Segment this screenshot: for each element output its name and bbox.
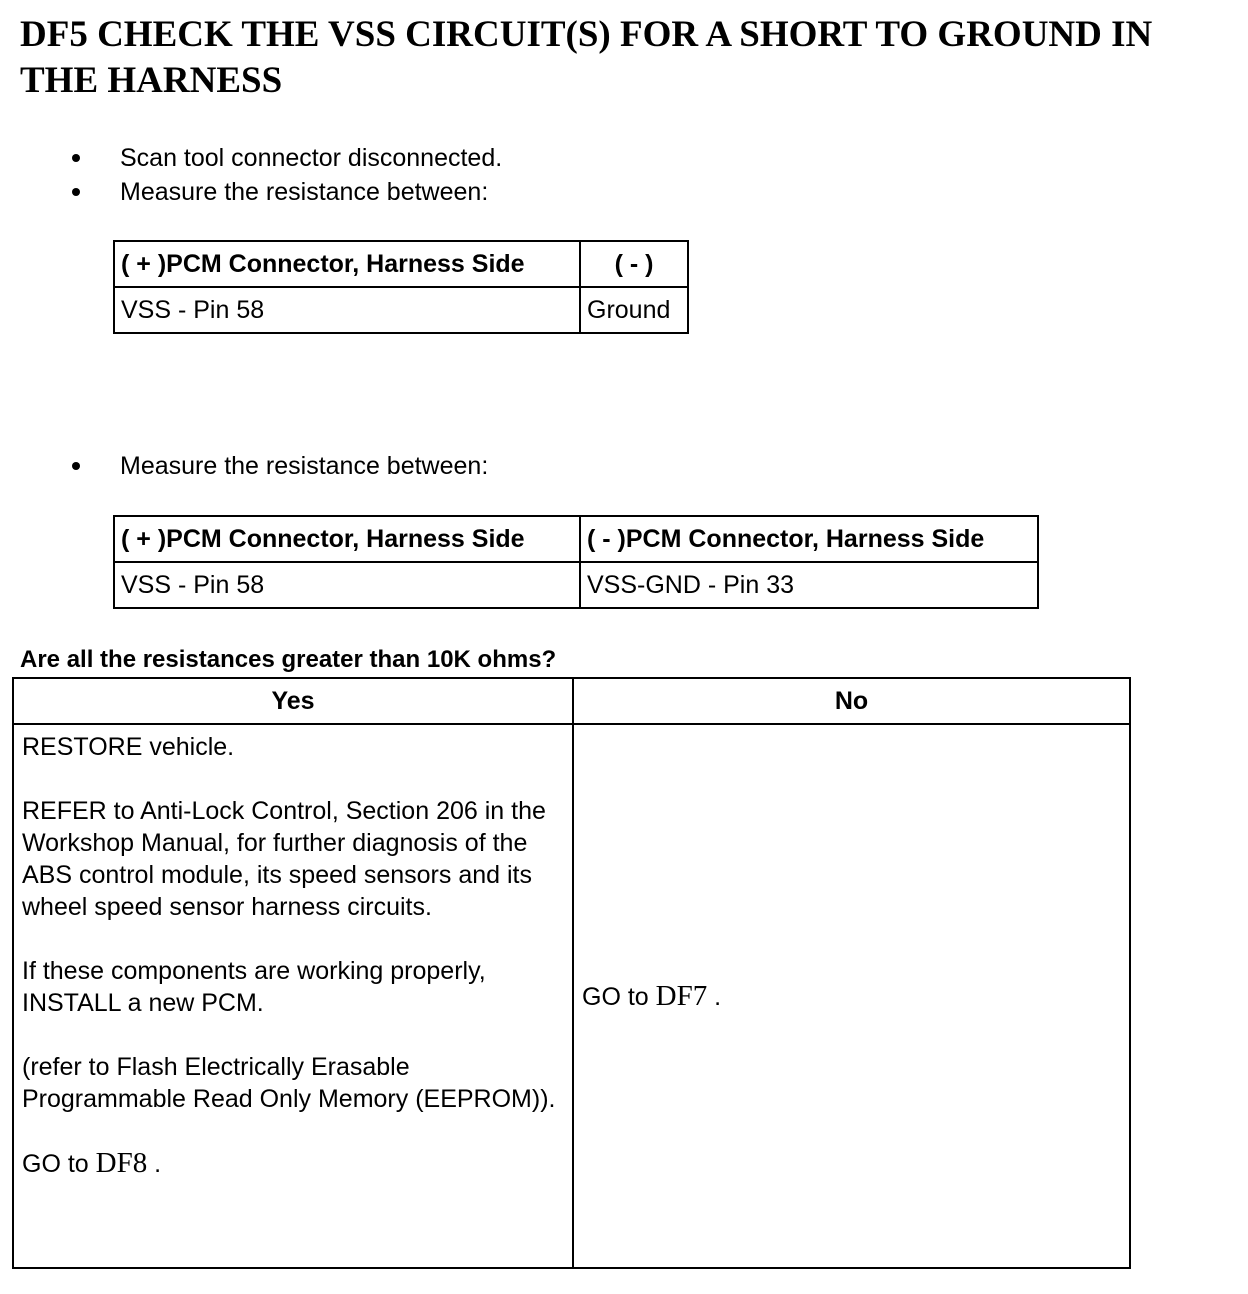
bullet-text: Measure the resistance between:: [120, 178, 489, 206]
list-item: [0, 141, 1248, 175]
table-cell: Ground: [580, 287, 688, 333]
list-item: [0, 449, 1248, 483]
goto-prefix: GO to: [582, 982, 649, 1011]
no-cell: [573, 724, 1130, 1268]
table-header-cell: ( + )PCM Connector, Harness Side: [114, 241, 580, 287]
df7-link[interactable]: DF7: [655, 979, 708, 1012]
yes-paragraph: (refer to Flash Electrically Erasable Programmable Read Only Memory (EEPROM)).: [22, 1053, 556, 1113]
bullet-dot-icon: [72, 188, 80, 196]
measurement-table-2: [113, 515, 1039, 609]
instruction-list: [0, 449, 1248, 483]
table-header-row: [114, 241, 688, 287]
question-text: Are all the resistances greater than 10K ohms?: [20, 646, 557, 673]
table-cell: VSS-GND - Pin 33: [580, 562, 1038, 608]
bullet-text: Scan tool connector disconnected.: [120, 144, 503, 172]
result-table: [12, 677, 1131, 1269]
yes-goto: [22, 1147, 564, 1180]
goto-suffix: .: [714, 982, 722, 1011]
bullet-text: Measure the resistance between:: [120, 452, 489, 480]
table-cell: VSS - Pin 58: [114, 562, 580, 608]
df8-link[interactable]: DF8: [95, 1147, 148, 1179]
list-item: [0, 175, 1248, 209]
yes-cell: [13, 724, 573, 1268]
table-row: [114, 562, 1038, 608]
table-row: [13, 724, 1130, 1268]
table-header-cell: ( - )PCM Connector, Harness Side: [580, 516, 1038, 562]
yes-header: Yes: [13, 678, 573, 724]
page-title: DF5 CHECK THE VSS CIRCUIT(S) FOR A SHORT TO GROUND IN THE HARNESS: [20, 14, 1153, 101]
yes-paragraph: If these components are working properly, INSTALL a new PCM.: [22, 957, 486, 1017]
table-header-cell: ( + )PCM Connector, Harness Side: [114, 516, 580, 562]
instruction-list: [0, 141, 1248, 209]
table-header-row: [114, 516, 1038, 562]
bullet-dot-icon: [72, 462, 80, 470]
yes-paragraph: REFER to Anti-Lock Control, Section 206 in the Workshop Manual, for further diagnosis of the ABS control module, its speed sensors and its wheel speed sensor harness circuits.: [22, 797, 546, 921]
table-header-row: [13, 678, 1130, 724]
no-header: No: [573, 678, 1130, 724]
measurement-table-1: [113, 240, 689, 334]
goto-prefix: GO to: [22, 1150, 89, 1178]
table-row: [114, 287, 688, 333]
table-header-cell: ( - ): [580, 241, 688, 287]
goto-suffix: .: [154, 1150, 162, 1178]
table-cell: VSS - Pin 58: [114, 287, 580, 333]
bullet-dot-icon: [72, 154, 80, 162]
yes-paragraph: RESTORE vehicle.: [22, 733, 235, 761]
